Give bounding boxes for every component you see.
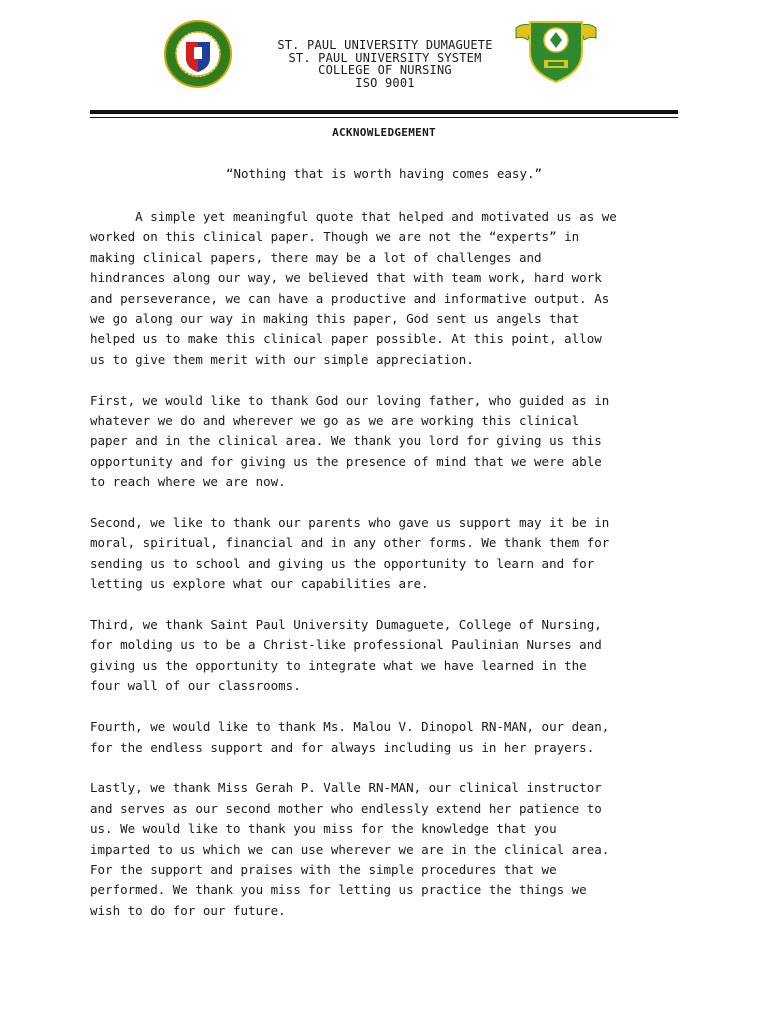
paragraph-line: hindrances along our way, we believed that with team work, hard work [90, 270, 602, 286]
heading-line-college: COLLEGE OF NURSING [318, 63, 452, 77]
paragraph-line: paper and in the clinical area. We thank you lord for giving us this [90, 433, 602, 449]
paragraph-line: For the support and praises with the simple procedures that we [90, 861, 557, 877]
paragraph-line: giving us the opportunity to integrate what we have learned in the [90, 657, 587, 673]
paragraph-line: helped us to make this clinical paper possible. At this point, allow [90, 331, 602, 347]
heading-line-system: ST. PAUL UNIVERSITY SYSTEM [288, 50, 482, 65]
body-paragraph [90, 391, 680, 493]
paragraph-line: worked on this clinical paper. Though we are not the “experts” in [90, 229, 580, 245]
paragraph-line: for the endless support and for always including us in her prayers. [90, 739, 595, 755]
paragraph-line: for molding us to be a Christ-like professional Paulinian Nurses and [90, 637, 602, 653]
paragraph-line: A simple yet meaningful quote that helped and motivated us as we [90, 209, 617, 224]
heading-line-university: ST. PAUL UNIVERSITY DUMAGUETE [277, 38, 493, 52]
header-rule-thin [90, 117, 678, 118]
paragraph-line: imparted to us which we can use wherever we are in the clinical area. [90, 841, 610, 857]
paragraph-line: whatever we do and wherever we go as we are working this clinical [90, 413, 580, 429]
document-title: ACKNOWLEDGEMENT [332, 126, 436, 139]
paragraph-line: First, we would like to thank God our loving father, who guided as in [90, 392, 610, 408]
acknowledgement-body [90, 207, 680, 942]
paragraph-line: sending us to school and giving us the opportunity to learn and for [90, 555, 595, 571]
body-paragraph [90, 207, 680, 370]
paragraph-line: and serves as our second mother who endlessly extend her patience to [90, 800, 602, 816]
heading-line-iso: ISO 9001 [355, 75, 415, 90]
institution-heading [240, 39, 530, 89]
university-seal-icon [164, 20, 232, 88]
header-rule-thick [90, 110, 678, 114]
paragraph-line: performed. We thank you miss for letting us practice the things we [90, 882, 587, 898]
paragraph-line: Lastly, we thank Miss Gerah P. Valle RN-MAN, our clinical instructor [90, 780, 602, 796]
paragraph-line: opportunity and for giving us the presence of mind that we were able [90, 453, 602, 469]
body-paragraph [90, 717, 680, 758]
paragraph-line: letting us explore what our capabilities are. [90, 576, 429, 592]
paragraph-line: to reach where we are now. [90, 474, 286, 490]
paragraph-line: making clinical papers, there may be a lot of challenges and [90, 249, 542, 265]
letterhead [0, 0, 768, 110]
paragraph-line: moral, spiritual, financial and in any other forms. We thank them for [90, 535, 610, 551]
paragraph-line: Third, we thank Saint Paul University Dumaguete, College of Nursing, [90, 617, 602, 633]
paragraph-line: four wall of our classrooms. [90, 678, 301, 694]
paragraph-line: Fourth, we would like to thank Ms. Malou V. Dinopol RN-MAN, our dean, [90, 719, 610, 735]
body-paragraph [90, 615, 680, 697]
paragraph-line: and perseverance, we can have a productive and informative output. As [90, 290, 610, 306]
paragraph-line: Second, we like to thank our parents who gave us support may it be in [90, 515, 610, 531]
nursing-college-seal-icon [514, 18, 598, 84]
opening-quote: “Nothing that is worth having comes easy.” [225, 166, 543, 181]
paragraph-line: us to give them merit with our simple appreciation. [90, 351, 474, 367]
body-paragraph [90, 778, 680, 921]
paragraph-line: us. We would like to thank you miss for the knowledge that you [90, 821, 557, 837]
body-paragraph [90, 513, 680, 595]
paragraph-line: wish to do for our future. [90, 902, 286, 918]
paragraph-line: we go along our way in making this paper, God sent us angels that [90, 311, 580, 327]
